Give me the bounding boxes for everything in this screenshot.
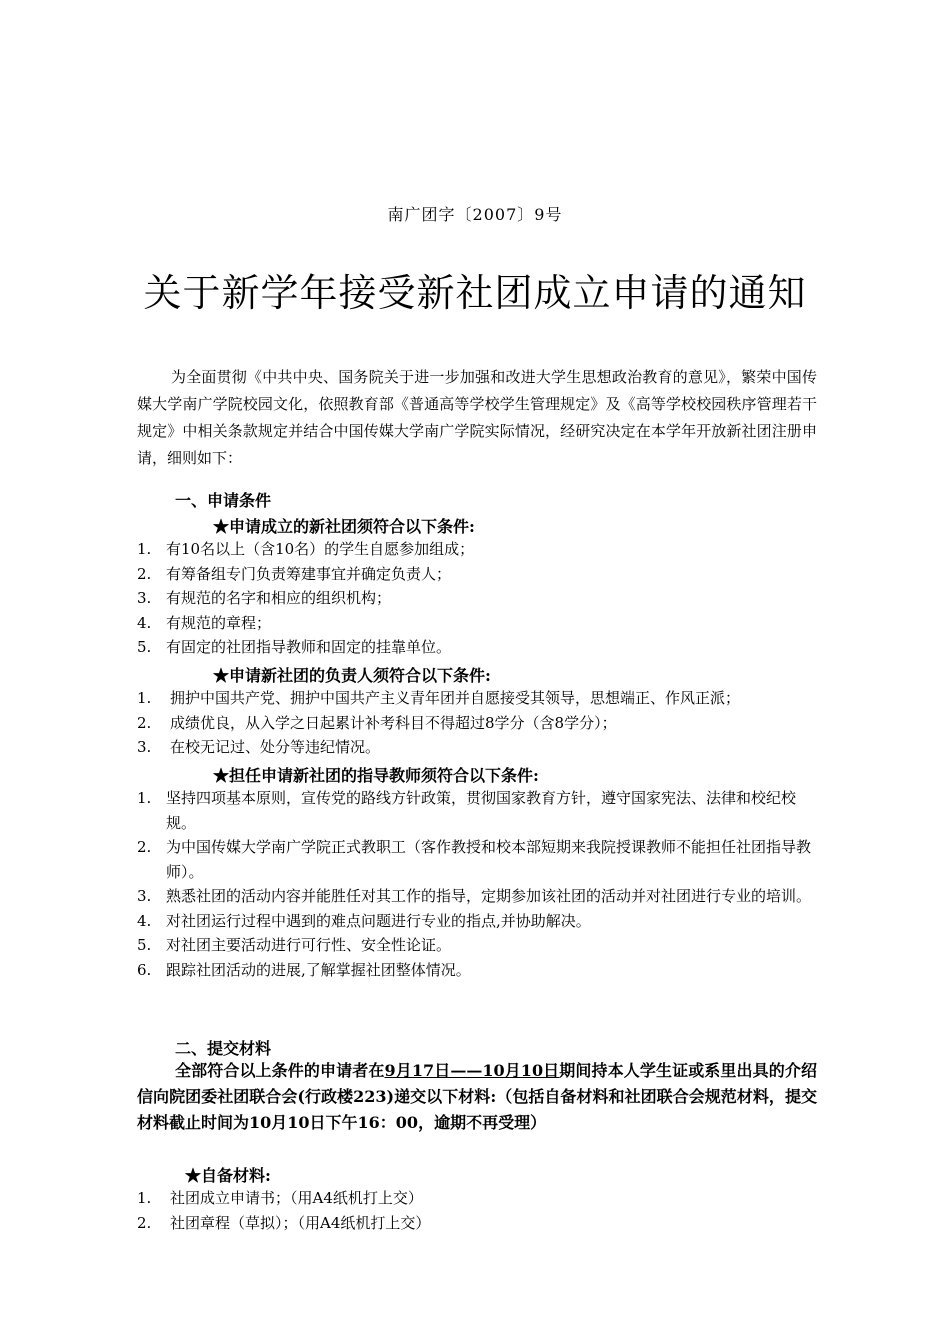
list-item: 1. 社团成立申请书；（用A4纸机打上交） — [137, 1189, 423, 1207]
submission-period: 9月17日——10月10日 — [384, 1061, 560, 1080]
list-item: 5. 有固定的社团指导教师和固定的挂靠单位。 — [137, 638, 452, 656]
list-item: 3. 在校无记过、处分等违纪情况。 — [137, 738, 381, 756]
list-item: 2. 为中国传媒大学南广学院正式教职工（客作教授和校本部短期来我院授课教师不能担任社团指导教师）。 — [137, 838, 812, 881]
club-conditions-title: ★申请成立的新社团须符合以下条件: — [213, 517, 475, 536]
self-materials-list — [137, 1186, 817, 1235]
list-item: 1. 坚持四项基本原则，宣传党的路线方针政策，贯彻国家教育方针，遵守国家宪法、法律和校纪校规。 — [137, 789, 797, 832]
list-item: 3. 熟悉社团的活动内容并能胜任对其工作的指导，定期参加该社团的活动并对社团进行专业的培训。 — [137, 887, 812, 905]
intro-paragraph: 为全面贯彻《中共中央、国务院关于进一步加强和改进大学生思想政治教育的意见》，繁荣中国传媒大学南广学院校园文化，依照教育部《普通高等学校学生管理规定》及《高等学校校园秩序管理若干规定》中相关条款规定并结合中国传媒大学南广学院实际情况，经研究决定在本学年开放新社团注册申请，细则如下： — [137, 368, 817, 467]
list-item: 1. 有10名以上（含10名）的学生自愿参加组成； — [137, 540, 475, 558]
list-item: 1. 拥护中国共产党、拥护中国共产主义青年团并自愿接受其领导，思想端正、作风正派； — [137, 689, 741, 707]
document-number: 南广团字〔2007〕9号 — [387, 205, 563, 224]
section1-heading: 一、申请条件 — [175, 491, 272, 510]
section2-heading: 二、提交材料 — [175, 1039, 272, 1058]
list-item: 6. 跟踪社团活动的进展,了解掌握社团整体情况。 — [137, 960, 471, 979]
document-title: 关于新学年接受新社团成立申请的通知 — [143, 271, 807, 315]
list-item: 2. 社团章程（草拟）；（用A4纸机打上交） — [137, 1213, 431, 1232]
club-conditions-list — [137, 537, 817, 660]
leader-conditions-list — [137, 686, 817, 760]
submission-paragraph: 全部符合以上条件的申请者在9月17日——10月10日期间持本人学生证或系里出具的介绍信向院团委社团联合会(行政楼223)递交以下材料:（包括自备材料和社团联合会规范材料，提交材料截止时间为10月10日下午16：00，逾期不再受理） — [137, 1061, 817, 1132]
list-item: 2. 有筹备组专门负责筹建事宜并确定负责人； — [137, 564, 452, 583]
self-materials-title: ★自备材料: — [185, 1166, 271, 1185]
list-item: 4. 有规范的章程； — [137, 613, 272, 632]
leader-conditions-title: ★申请新社团的负责人须符合以下条件: — [213, 666, 491, 685]
list-item: 5. 对社团主要活动进行可行性、安全性论证。 — [137, 936, 452, 954]
list-item: 3. 有规范的名字和相应的组织机构； — [137, 589, 392, 607]
advisor-conditions-title: ★担任申请新社团的指导教师须符合以下条件: — [213, 766, 539, 785]
list-item: 2. 成绩优良，从入学之日起累计补考科目不得超过8学分（含8学分）； — [137, 713, 617, 732]
advisor-conditions-list — [137, 786, 817, 982]
list-item: 4. 对社团运行过程中遇到的难点问题进行专业的指点,并协助解决。 — [137, 911, 591, 930]
